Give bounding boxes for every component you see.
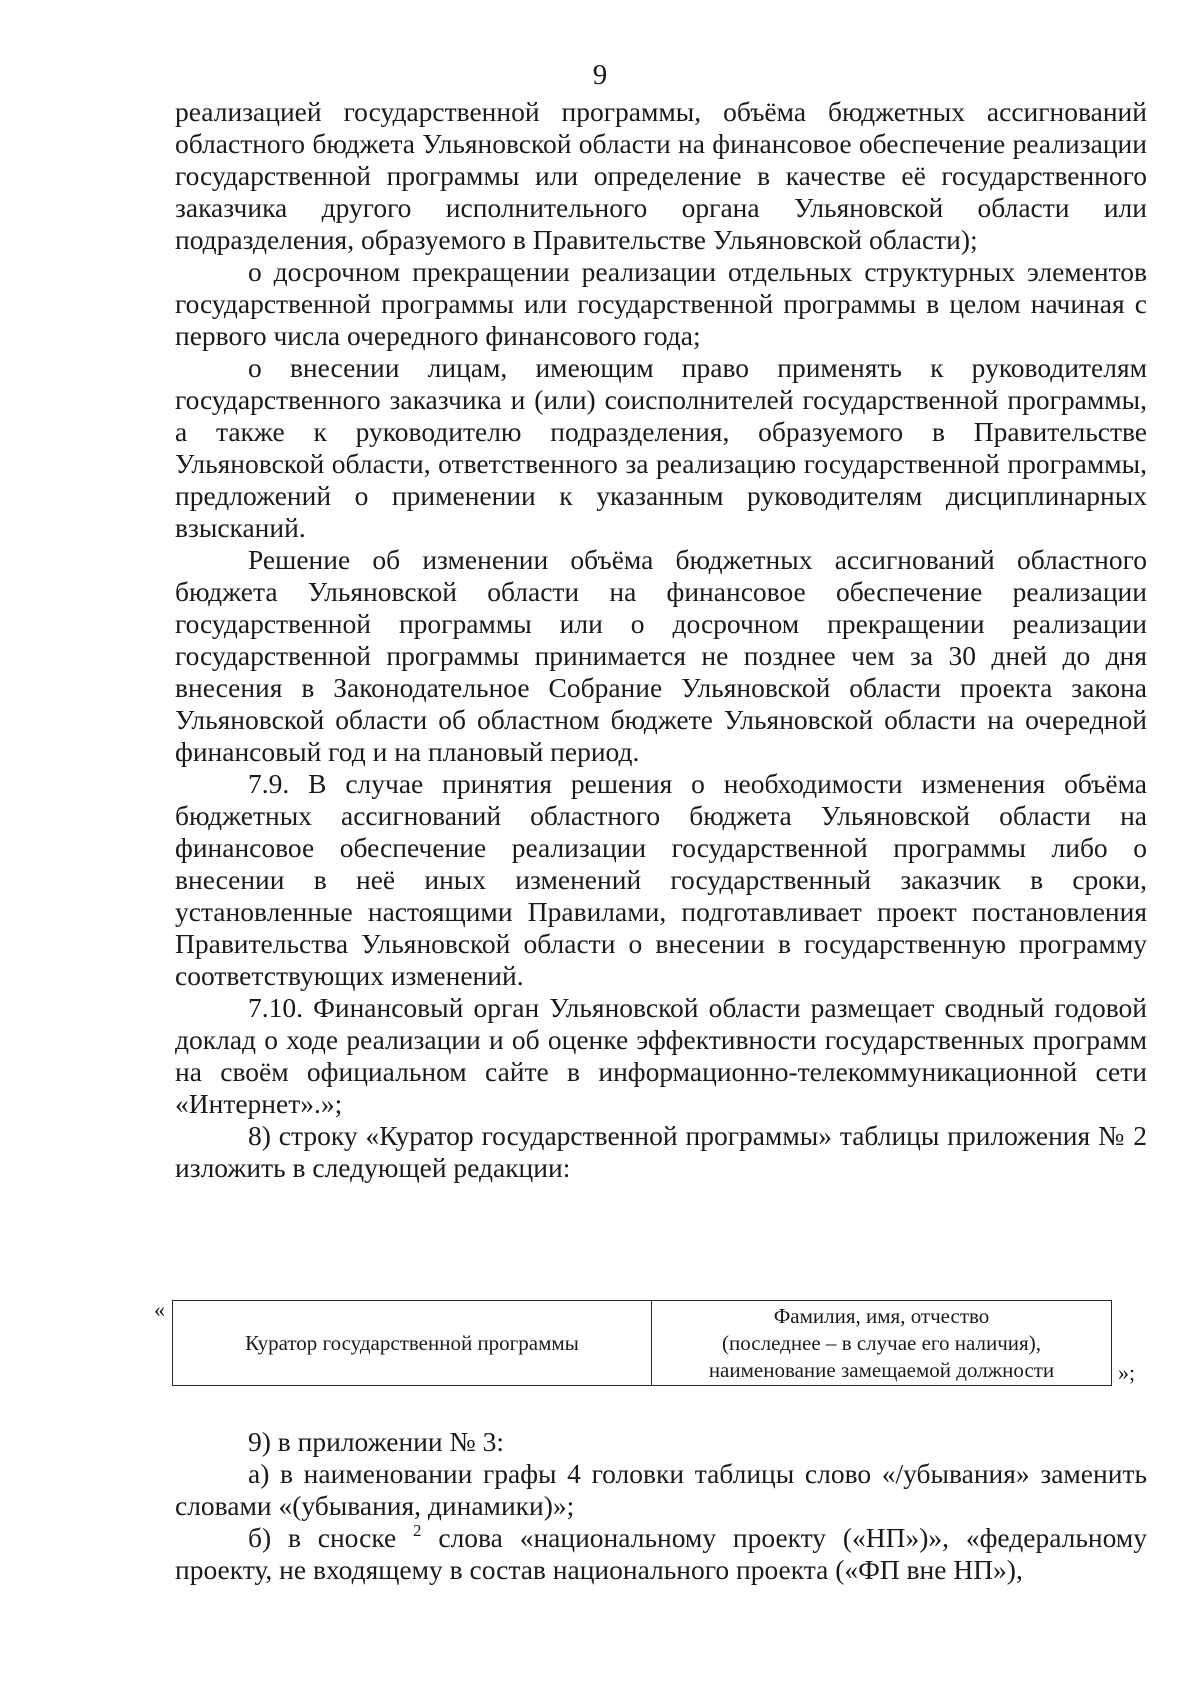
item-9b-text: слова «национальному проекту («НП»)», «федеральному проекту, не входящему в состав национального проекта («ФП вне НП»),	[175, 1522, 1148, 1585]
paragraph-item-9a: а) в наименовании графы 4 головки таблицы слово «/убывания» заменить словами «(убывания, динамики)»;	[175, 1458, 1147, 1521]
curator-value-line: наименование замещаемой должности	[708, 1357, 1055, 1382]
document-body-continued	[175, 1426, 1147, 1586]
open-quote: «	[154, 1297, 165, 1322]
table-row	[173, 1301, 1112, 1386]
paragraph-7-9: 7.9. В случае принятия решения о необходимости изменения объёма бюджетных ассигнований областного бюджета Ульяновской области на финансовое обеспечение реализации государственной программы либо о внесении в неё иных изменений государственный заказчик в сроки, установленные настоящими Правилами, подготавливает проект постановления Правительства Ульяновской области о внесении в государственную программу соответствующих изменений.	[175, 768, 1147, 991]
curator-value-line: Фамилия, имя, отчество	[773, 1303, 990, 1328]
curator-value-line: (последнее – в случае его наличия),	[722, 1330, 1041, 1355]
curator-label-cell: Куратор государственной программы	[173, 1301, 652, 1386]
item-9b-lead: б) в сноске	[248, 1522, 397, 1553]
paragraph-item-9b	[175, 1522, 1147, 1586]
page-number: 9	[592, 59, 608, 91]
paragraph-7-10: 7.10. Финансовый орган Ульяновской области размещает сводный годовой доклад о ходе реализации и об оценке эффективности государственных программ на своём официальном сайте в информационно-телекоммуникационной сети «Интернет».»;	[175, 992, 1147, 1119]
paragraph-decision-deadline: Решение об изменении объёма бюджетных ассигнований областного бюджета Ульяновской области на финансовое обеспечение реализации государственной программы или о досрочном прекращении реализации государственной программы принимается не позднее чем за 30 дней до дня внесения в Законодательное Собрание Ульяновской области проекта закона Ульяновской области об областном бюджете Ульяновской области на очередной финансовый год и на плановый период.	[175, 544, 1147, 767]
document-body	[175, 96, 1147, 1184]
close-quote: »;	[1118, 1360, 1136, 1385]
paragraph-item-8: 8) строку «Куратор государственной программы» таблицы приложения № 2 изложить в следующей редакции:	[175, 1120, 1147, 1183]
curator-table-block	[154, 1298, 1144, 1390]
paragraph-continuation: реализацией государственной программы, объёма бюджетных ассигнований областного бюджета Ульяновской области на финансовое обеспечение реализации государственной программы или определение в качестве её государственного заказчика другого исполнительного органа Ульяновской области или подразделения, образуемого в Правительстве Ульяновской области);	[175, 96, 1147, 255]
paragraph-item-9: 9) в приложении № 3:	[248, 1426, 504, 1457]
curator-table	[172, 1300, 1112, 1386]
paragraph-disciplinary-proposals: о внесении лицам, имеющим право применять к руководителям государственного заказчика и (или) соисполнителей государственной программы, а также к руководителю подразделения, образуемого в Правительстве Ульяновской области, ответственного за реализацию государственной программы, предложений о применении к указанным руководителям дисциплинарных взысканий.	[175, 352, 1147, 543]
paragraph-early-termination: о досрочном прекращении реализации отдельных структурных элементов государственной программы или государственной программы в целом начиная с первого числа очередного финансового года;	[175, 256, 1147, 351]
curator-value-cell	[652, 1301, 1112, 1386]
footnote-marker: 2	[413, 1521, 422, 1540]
